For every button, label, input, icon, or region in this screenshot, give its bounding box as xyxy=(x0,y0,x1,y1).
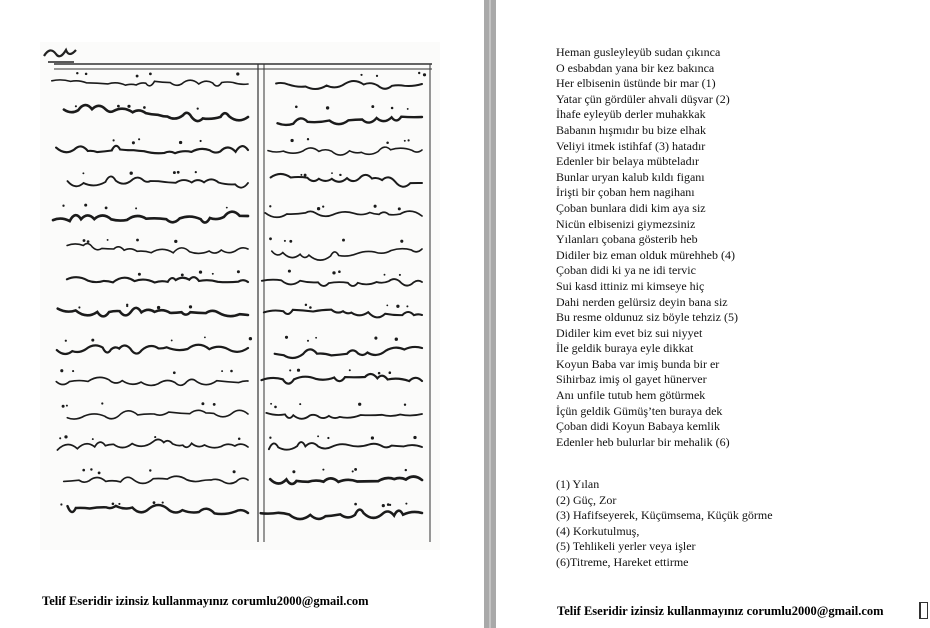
footnote: (6)Titreme, Hareket ettirme xyxy=(556,554,689,569)
poem-line: Heman gusleyleyüb sudan çıkınca xyxy=(556,45,721,59)
poem-line: O esbabdan yana bir kez bakınca xyxy=(556,60,715,75)
poem-lines xyxy=(556,45,738,450)
poem-line: Yatar çün gördüler ahvali düşvar (2) xyxy=(556,91,730,106)
copyright-notice: Telif Eseridir izinsiz kullanmayınız corumlu2000@gmail.com xyxy=(42,594,369,608)
poem-line: Çoban didi ki ya ne idi tervic xyxy=(556,263,696,278)
poem-line: Koyun Baba var imiş bunda bir er xyxy=(556,356,720,371)
manuscript-scan xyxy=(40,42,440,550)
footnote: (4) Korkutulmuş, xyxy=(556,523,640,538)
poem-line: Bunlar uryan kalub kıldı figanı xyxy=(556,169,705,184)
poem-line: Edenler heb bulurlar bir mehalik (6) xyxy=(556,434,730,449)
right-page xyxy=(496,0,930,628)
poem-line: İçün geldik Gümüş’ten buraya dek xyxy=(556,403,723,418)
poem-line: Veliyi itmek istihfaf (3) hatadır xyxy=(556,138,706,153)
text-cursor-icon xyxy=(919,602,928,619)
footnote: (2) Güç, Zor xyxy=(556,492,617,507)
manuscript-image xyxy=(40,42,440,550)
poem-line: Didiler biz eman olduk mürehheb (4) xyxy=(556,247,735,262)
footnote: (5) Tehlikeli yerler veya işler xyxy=(556,539,696,554)
copyright-notice: Telif Eseridir izinsiz kullanmayınız corumlu2000@gmail.com xyxy=(557,604,884,618)
poem-line: Bu resme oldunuz siz böyle tehziz (5) xyxy=(556,310,738,325)
footnote: (3) Hafifseyerek, Küçümsema, Küçük görme xyxy=(556,508,773,523)
poem-line: Sihirbaz imiş ol gayet hünerver xyxy=(556,372,707,387)
poem-line: Her elbisenin üstünde bir mar (1) xyxy=(556,76,716,91)
poem-line: İle geldik buraya eyle dikkat xyxy=(556,341,694,356)
footnotes xyxy=(556,477,773,571)
poem-line: İrişti bir çoban hem nagihanı xyxy=(556,185,695,200)
poem-line: Didiler kim evet biz sui niyyet xyxy=(556,325,703,340)
footnote: (1) Yılan xyxy=(556,477,600,491)
poem-line: Nicün elbisenizi giymezsiniz xyxy=(556,216,696,231)
poem-line: Sui kasd ittiniz mi kimseye hiç xyxy=(556,278,705,293)
poem-line: Dahi nerden gelürsiz deyin bana siz xyxy=(556,294,728,309)
poem-line: Yılanları çobana gösterib heb xyxy=(556,232,698,247)
page-divider xyxy=(484,0,496,628)
poem-line: İhafe eyleyüb derler muhakkak xyxy=(556,107,706,122)
poem-line: Anı unfile tutub hem götürmek xyxy=(556,388,706,403)
poem-line: Edenler bir belaya mübteladır xyxy=(556,154,699,169)
poem-line: Babanın hışmıdır bu bize elhak xyxy=(556,122,706,137)
poem-line: Çoban bunlara didi kim aya siz xyxy=(556,200,706,215)
poem-line: Çoban didi Koyun Babaya kemlik xyxy=(556,419,720,434)
